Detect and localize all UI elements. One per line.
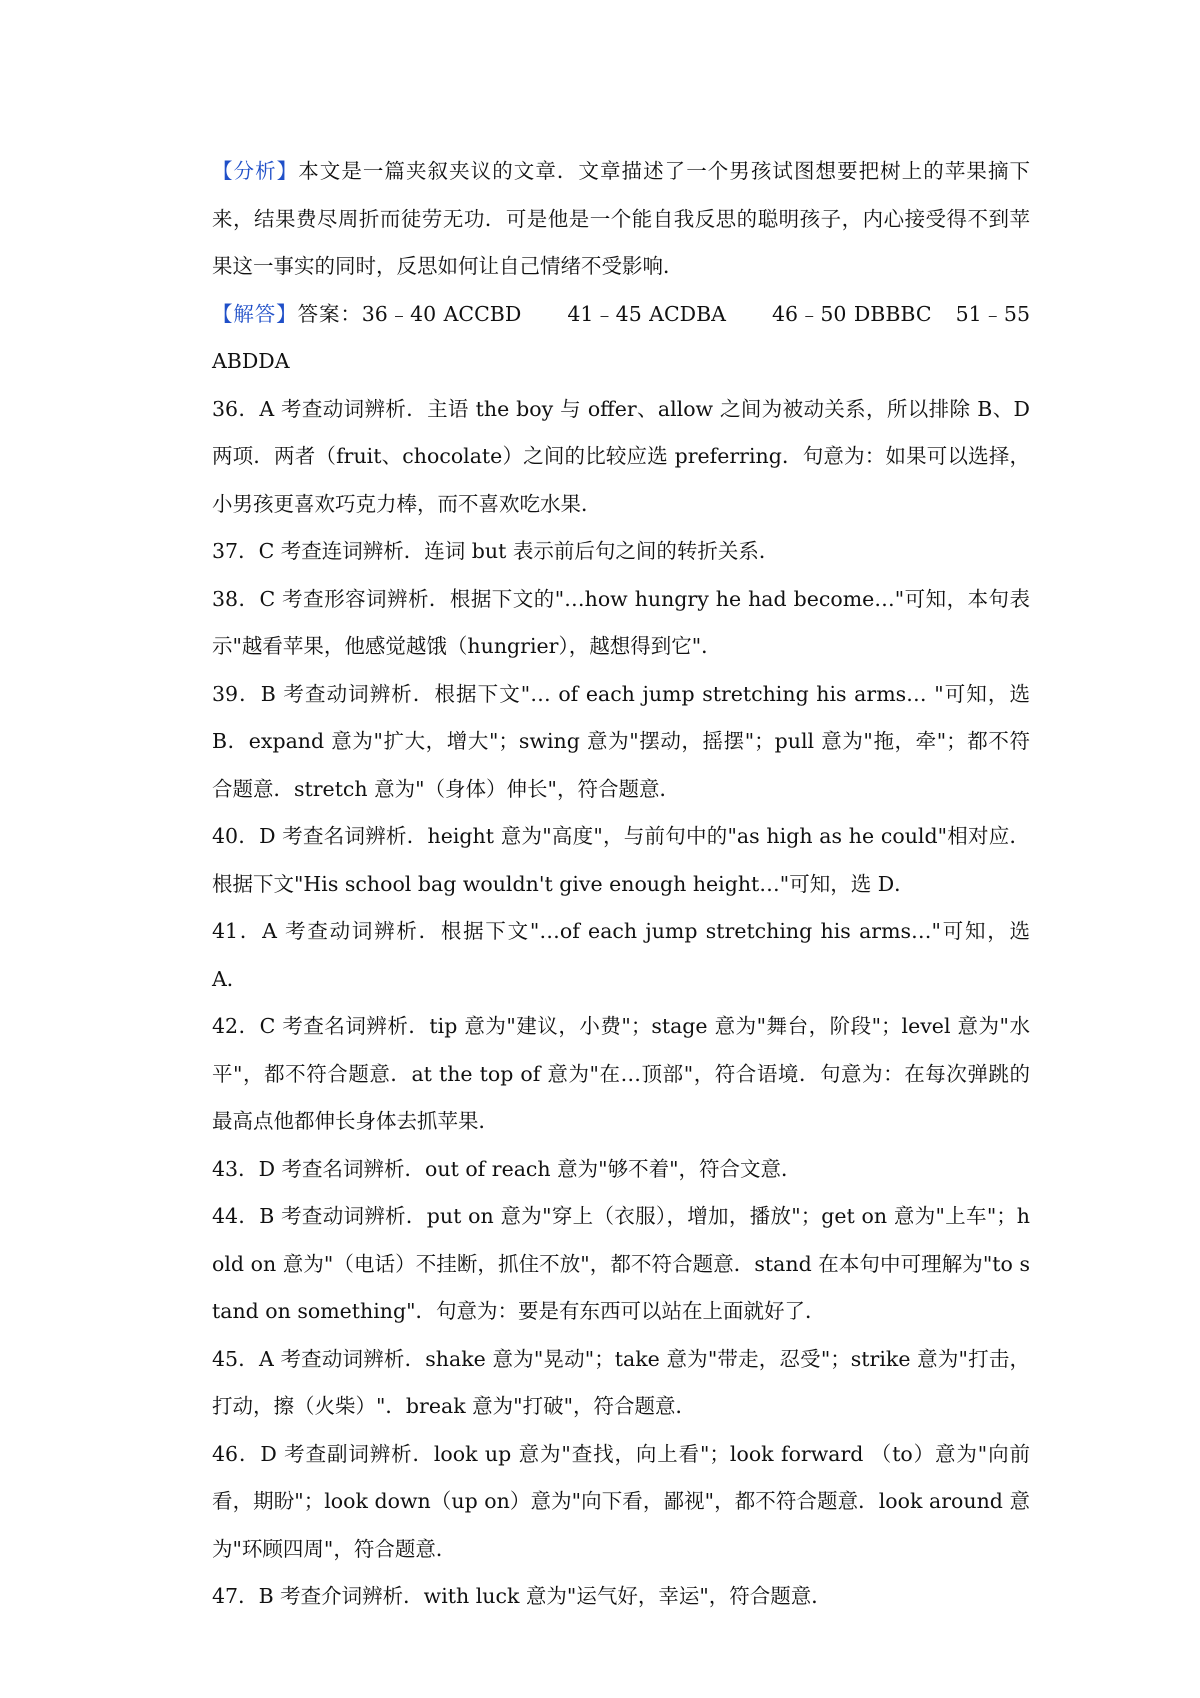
analysis-text: 本文是一篇夹叙夹议的文章．文章描述了一个男孩试图想要把树上的苹果摘下来，结果费尽周折而徒劳无功．可是他是一个能自我反思的聪明孩子，内心接受得不到苹果这一事实的同时，反思如何让自己情绪不受影响． xyxy=(212,159,1031,278)
answer-prefix: 答案： xyxy=(297,301,362,326)
answer-group: 41﹣45 ACDBA xyxy=(567,301,726,326)
explanation-44: 44．B 考查动词辨析．put on 意为"穿上（衣服），增加，播放"；get on 意为"上车"；hold on 意为"（电话）不挂断，抓住不放"，都不符合题意．stand 在本句中可理解为"to stand on something"．句意为：要是有东西可以站在上面就好了． xyxy=(212,1204,1030,1323)
analysis-tag: 【分析】 xyxy=(212,159,299,183)
explanation-41: 41．A 考查动词辨析．根据下文"…of each jump stretching his arms…"可知，选 A． xyxy=(212,919,1030,991)
explanation-37: 37．C 考查连词辨析．连词 but 表示前后句之间的转折关系． xyxy=(212,539,780,563)
explanation-39: 39．B 考查动词辨析．根据下文"… of each jump stretching his arms… "可知，选 B．expand 意为"扩大，增大"；swing 意为"摆动，摇摆"；pull 意为"拖，牵"；都不符合题意．stretch 意为"（身体）伸长"，符合题意． xyxy=(212,681,1030,801)
answer-group: 46﹣50 DBBBC xyxy=(771,301,932,326)
explanation-42: 42．C 考查名词辨析．tip 意为"建议，小费"；stage 意为"舞台，阶段"；level 意为"水平"，都不符合题意．at the top of 意为"在…顶部"，符合语境．句意为：在每次弹跳的最高点他都伸长身体去抓苹果． xyxy=(212,1014,1030,1133)
explanation-45: 45．A 考查动词辨析．shake 意为"晃动"；take 意为"带走，忍受"；strike 意为"打击，打动，擦（火柴）"．break 意为"打破"，符合题意． xyxy=(212,1346,1030,1418)
document-page xyxy=(212,148,1030,1621)
answer-paragraph xyxy=(212,291,1030,386)
explanation-40: 40．D 考查名词辨析．height 意为"高度"，与前句中的"as high as he could"相对应．根据下文"His school bag wouldn't give enough height…"可知，选 D． xyxy=(212,824,1030,896)
answer-group: 36﹣40 ACCBD xyxy=(361,301,522,326)
answer-group: 51﹣55 ABDDA xyxy=(212,301,1031,373)
explanation-47: 47．B 考查介词辨析．with luck 意为"运气好，幸运"，符合题意． xyxy=(212,1584,832,1608)
analysis-paragraph xyxy=(212,148,1030,291)
explanation-36: 36．A 考查动词辨析．主语 the boy 与 offer、allow 之间为被动关系，所以排除 B、D 两项．两者（fruit、chocolate）之间的比较应选 preferring．句意为：如果可以选择，小男孩更喜欢巧克力棒，而不喜欢吃水果． xyxy=(212,396,1030,516)
answer-tag: 【解答】 xyxy=(212,301,298,326)
explanation-46: 46．D 考查副词辨析．look up 意为"查找，向上看"；look forward （to）意为"向前看，期盼"；look down（up on）意为"向下看，鄙视"，都不符合题意．look around 意为"环顾四周"，符合题意． xyxy=(212,1441,1030,1561)
explanation-43: 43．D 考查名词辨析．out of reach 意为"够不着"，符合文意． xyxy=(212,1156,802,1181)
explanation-38: 38．C 考查形容词辨析．根据下文的"…how hungry he had become…"可知，本句表示"越看苹果，他感觉越饿（hungrier），越想得到它"． xyxy=(212,586,1030,658)
